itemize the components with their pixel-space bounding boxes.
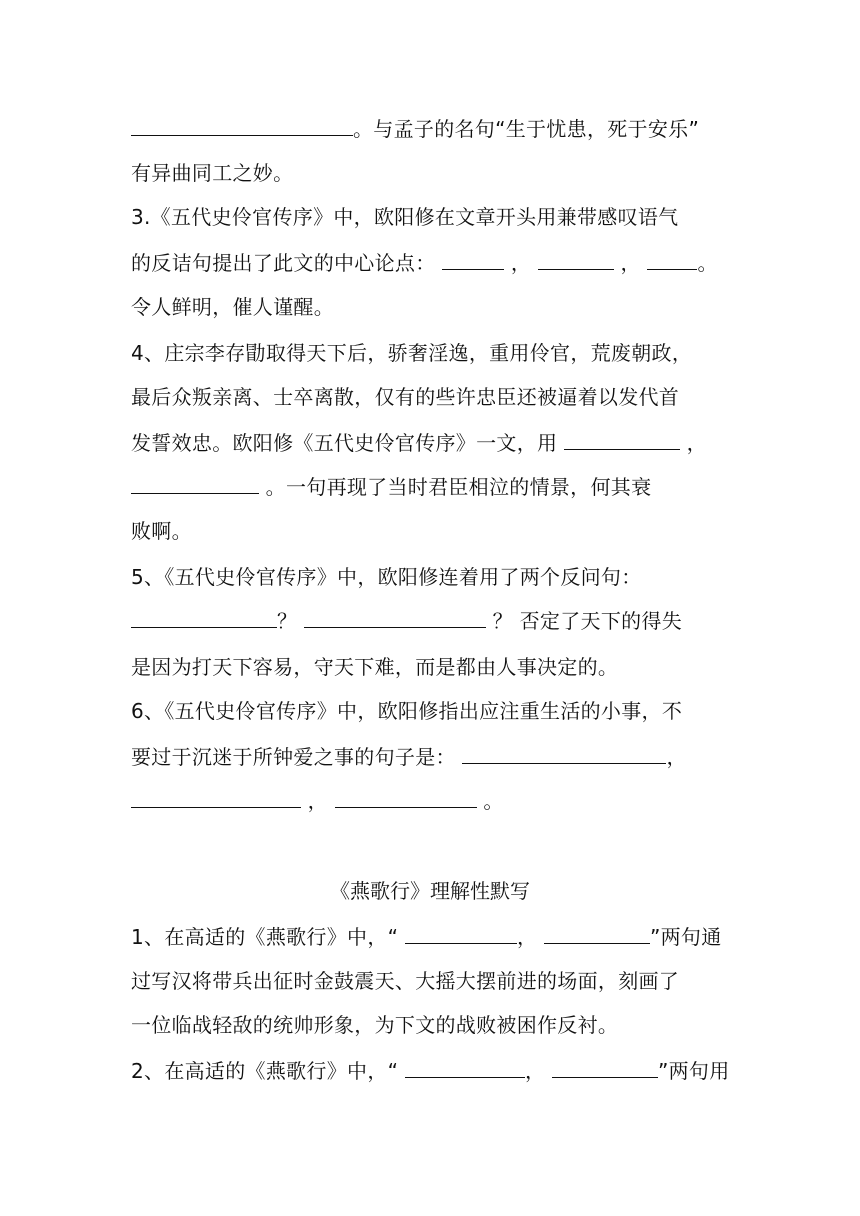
- answer-blank[interactable]: [131, 609, 277, 628]
- line-end: 。: [483, 789, 504, 813]
- answer-blank[interactable]: [442, 251, 504, 270]
- answer-blank[interactable]: [544, 925, 650, 944]
- text-line: 一位临战轻敌的统帅形象，为下文的战败被困作反衬。: [131, 1013, 619, 1037]
- answer-blank[interactable]: [335, 789, 477, 808]
- answer-blank[interactable]: [462, 745, 666, 764]
- answer-blank[interactable]: [405, 925, 517, 944]
- line-text: 2、在高适的《燕歌行》中，“: [131, 1059, 399, 1083]
- text-line: [131, 116, 699, 142]
- text-line: 有异曲同工之妙。: [131, 161, 294, 185]
- answer-blank[interactable]: [131, 475, 259, 494]
- text-line: 最后众叛亲离、士卒离散，仅有的些许忠臣还被逼着以发代首: [131, 385, 680, 409]
- separator: ，: [516, 925, 538, 949]
- answer-blank[interactable]: [552, 1059, 658, 1078]
- answer-blank[interactable]: [647, 251, 697, 270]
- separator: ？: [277, 609, 298, 633]
- separator: ，: [510, 251, 532, 275]
- line-text: 的反诘句提出了此文的中心论点：: [131, 251, 436, 275]
- line-text: 。与孟子的名句“生于忧患，死于安乐”: [353, 117, 700, 141]
- line-text: 1、在高适的《燕歌行》中，“: [131, 925, 399, 949]
- section-question-1-line: [131, 924, 722, 950]
- text-line: 过写汉将带兵出征时金鼓震天、大摇大摆前进的场面，刻画了: [131, 969, 680, 993]
- line-end: ，: [666, 745, 687, 769]
- text-line: [131, 744, 687, 770]
- line-end: 。: [697, 251, 718, 275]
- text-line: 令人鲜明，催人谨醒。: [131, 295, 334, 319]
- text-line: [131, 250, 718, 276]
- line-end: ”两句用: [657, 1059, 730, 1083]
- line-text: ？ 否定了天下的得失: [492, 609, 683, 633]
- question-3-line: 3.《五代史伶官传序》中，欧阳修在文章开头用兼带感叹语气: [131, 205, 679, 229]
- answer-blank[interactable]: [564, 431, 680, 450]
- question-6-line: 6、《五代史伶官传序》中，欧阳修指出应注重生活的小事，不: [131, 699, 683, 723]
- text-line: 是因为打天下容易，守天下难，而是都由人事决定的。: [131, 655, 619, 679]
- question-5-line: 5、《五代史伶官传序》中，欧阳修连着用了两个反问句：: [131, 565, 642, 589]
- section-question-2-line: [131, 1058, 730, 1084]
- answer-blank[interactable]: [405, 1059, 525, 1078]
- text-line: [131, 788, 504, 814]
- section-title: 《燕歌行》理解性默写: [330, 879, 530, 903]
- answer-blank[interactable]: [538, 251, 614, 270]
- separator: ，: [307, 789, 328, 813]
- question-4-line: 4、庄宗李存勖取得天下后，骄奢淫逸，重用伶官，荒废朝政，: [131, 341, 693, 365]
- separator: ，: [524, 1059, 546, 1083]
- line-end: ，: [686, 431, 707, 455]
- line-text: 要过于沉迷于所钟爱之事的句子是：: [131, 745, 456, 769]
- text-line: [131, 430, 707, 456]
- answer-blank[interactable]: [131, 117, 353, 136]
- line-text: 发誓效忠。欧阳修《五代史伶官传序》一文，用: [131, 431, 558, 455]
- answer-blank[interactable]: [131, 789, 301, 808]
- text-line: [131, 474, 651, 500]
- line-text: 。一句再现了当时君臣相泣的情景，何其衰: [265, 475, 652, 499]
- separator: ，: [620, 251, 641, 275]
- line-end: ”两句通: [649, 925, 722, 949]
- answer-blank[interactable]: [304, 609, 486, 628]
- text-line: 败啊。: [131, 519, 192, 543]
- text-line: [131, 608, 682, 634]
